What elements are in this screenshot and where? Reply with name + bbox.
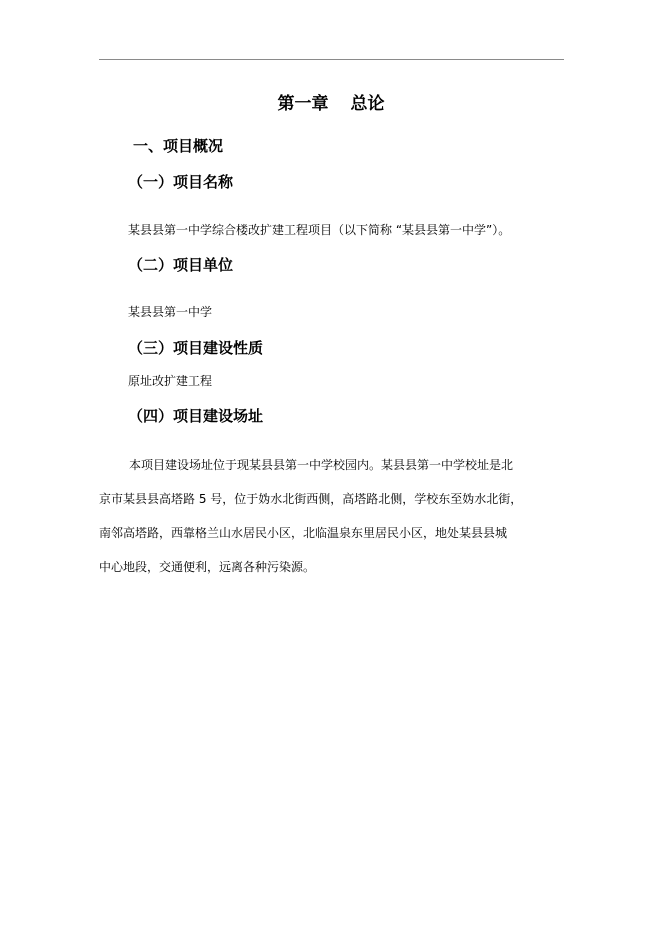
paragraph-line: 京市某县县高塔路 5 号，位于妫水北街西侧，高塔路北侧，学校东至妫水北街， bbox=[99, 492, 523, 506]
chapter-name: 总论 bbox=[350, 94, 385, 114]
project-name-heading: （一）项目名称 bbox=[128, 173, 234, 191]
project-name-text: 某县县第一中学综合楼改扩建工程项目（以下简称 “某县县第一中学”）。 bbox=[128, 223, 511, 237]
project-unit-text: 某县县第一中学 bbox=[128, 305, 213, 319]
header-rule bbox=[99, 59, 564, 60]
project-unit-heading: （二）项目单位 bbox=[128, 256, 234, 274]
section-overview-heading: 一、项目概况 bbox=[133, 137, 224, 155]
paragraph-line: 南邻高塔路，西靠格兰山水居民小区，北临温泉东里居民小区，地处某县县城 bbox=[99, 526, 508, 540]
paragraph-line: 中心地段，交通便利，远离各种污染源。 bbox=[99, 560, 316, 574]
chapter-number: 第一章 bbox=[277, 94, 329, 114]
construction-nature-text: 原址改扩建工程 bbox=[128, 374, 213, 388]
construction-site-paragraph bbox=[99, 457, 564, 593]
construction-nature-heading: （三）项目建设性质 bbox=[128, 339, 264, 357]
paragraph-line: 本项目建设场址位于现某县县第一中学校园内。某县县第一中学校址是北 bbox=[129, 458, 514, 472]
construction-site-heading: （四）项目建设场址 bbox=[128, 407, 264, 425]
chapter-title bbox=[0, 93, 662, 115]
